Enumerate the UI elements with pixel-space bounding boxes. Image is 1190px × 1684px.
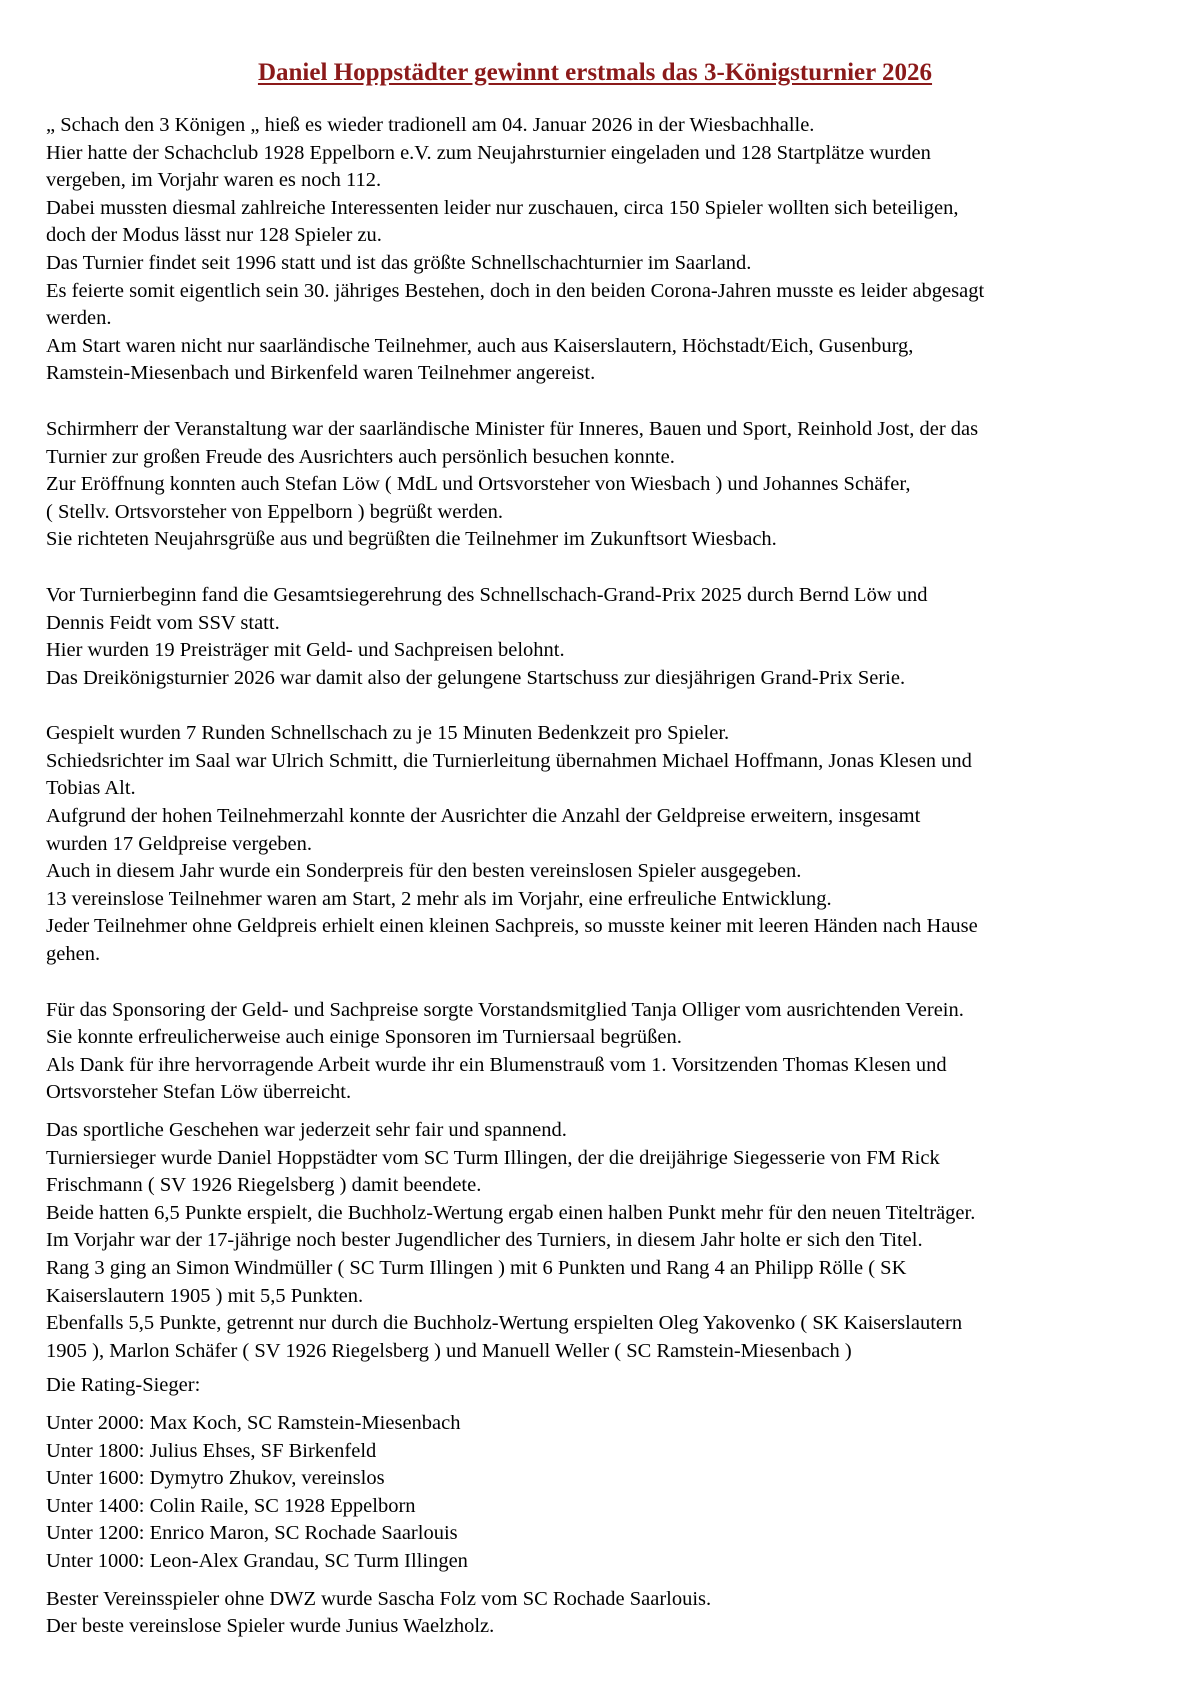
paragraph-sponsoring — [46, 997, 1156, 1107]
paragraph-results — [46, 1117, 1156, 1365]
text-line: Unter 2000: Max Koch, SC Ramstein-Miesenbach — [46, 1411, 461, 1434]
text-line: Unter 1400: Colin Raile, SC 1928 Eppelborn — [46, 1494, 416, 1517]
text-line: Der beste vereinslose Spieler wurde Junius Waelzholz. — [46, 1615, 495, 1638]
text-line: Beide hatten 6,5 Punkte erspielt, die Buchholz-Wertung ergab einen halben Punkt mehr für den neuen Titelträger. — [46, 1201, 976, 1224]
text-line: Sie richteten Neujahrsgrüße aus und begrüßten die Teilnehmer im Zukunftsort Wiesbach. — [46, 528, 777, 551]
text-line: Ramstein-Miesenbach und Birkenfeld waren Teilnehmer angereist. — [46, 362, 596, 385]
text-line: Auch in diesem Jahr wurde ein Sonderpreis für den besten vereinslosen Spieler ausgegeben. — [46, 860, 802, 883]
paragraph-rules — [46, 720, 1156, 968]
text-line: gehen. — [46, 943, 101, 966]
text-line: doch der Modus lässt nur 128 Spieler zu. — [46, 224, 382, 247]
text-line: Am Start waren nicht nur saarländische Teilnehmer, auch aus Kaiserslautern, Höchstadt/Eich, Gusenburg, — [46, 334, 914, 357]
paragraph-grand-prix — [46, 582, 1156, 692]
text-line: Kaiserslautern 1905 ) mit 5,5 Punkten. — [46, 1284, 364, 1307]
text-line: Ortsvorsteher Stefan Löw überreicht. — [46, 1081, 352, 1104]
text-line: Unter 1800: Julius Ehses, SF Birkenfeld — [46, 1439, 377, 1462]
paragraph-patron — [46, 416, 1156, 554]
text-line: Hier hatte der Schachclub 1928 Eppelborn e.V. zum Neujahrsturnier eingeladen und 128 Startplätze wurden — [46, 141, 931, 164]
text-line: Die Rating-Sieger: — [46, 1374, 201, 1397]
paragraph-spacer — [46, 1400, 1156, 1410]
text-line: Für das Sponsoring der Geld- und Sachpreise sorgte Vorstandsmitglied Tanja Olliger vom ausrichtenden Verein. — [46, 998, 964, 1021]
text-line: Im Vorjahr war der 17-jährige noch bester Jugendlicher des Turniers, in diesem Jahr holte er sich den Titel. — [46, 1229, 923, 1252]
text-line: Als Dank für ihre hervorragende Arbeit wurde ihr ein Blumenstrauß vom 1. Vorsitzenden Thomas Klesen und — [46, 1053, 947, 1076]
paragraph-spacer — [46, 692, 1156, 720]
paragraph-spacer — [46, 1365, 1156, 1372]
article-body — [46, 112, 1156, 1641]
text-line: Hier wurden 19 Preisträger mit Geld- und Sachpreisen belohnt. — [46, 639, 565, 662]
text-line: Frischmann ( SV 1926 Riegelsberg ) damit beendete. — [46, 1174, 482, 1197]
paragraph-special-prizes — [46, 1586, 1156, 1641]
text-line: Unter 1600: Dymytro Zhukov, vereinslos — [46, 1467, 385, 1490]
text-line: Zur Eröffnung konnten auch Stefan Löw ( MdL und Ortsvorsteher von Wiesbach ) und Johannes Schäfer, — [46, 473, 911, 496]
text-line: Dabei mussten diesmal zahlreiche Interessenten leider nur zuschauen, circa 150 Spieler wollten sich beteiligen, — [46, 196, 959, 219]
text-line: Sie konnte erfreulicherweise auch einige Sponsoren im Turniersaal begrüßen. — [46, 1026, 682, 1049]
text-line: Turniersieger wurde Daniel Hoppstädter vom SC Turm Illingen, der die dreijährige Siegesserie von FM Rick — [46, 1146, 940, 1169]
text-line: Aufgrund der hohen Teilnehmerzahl konnte der Ausrichter die Anzahl der Geldpreise erweitern, insgesamt — [46, 805, 921, 828]
paragraph-spacer — [46, 969, 1156, 997]
text-line: Das Dreikönigsturnier 2026 war damit also der gelungene Startschuss zur diesjährigen Grand-Prix Serie. — [46, 666, 906, 689]
text-line: 13 vereinslose Teilnehmer waren am Start, 2 mehr als im Vorjahr, eine erfreuliche Entwicklung. — [46, 887, 832, 910]
text-line: vergeben, im Vorjahr waren es noch 112. — [46, 169, 382, 192]
text-line: Das Turnier findet seit 1996 statt und ist das größte Schnellschachturnier im Saarland. — [46, 251, 752, 274]
text-line: Ebenfalls 5,5 Punkte, getrennt nur durch die Buchholz-Wertung erspielten Oleg Yakovenko ( SK Kaiserslautern — [46, 1312, 963, 1335]
text-line: Jeder Teilnehmer ohne Geldpreis erhielt einen kleinen Sachpreis, so musste keiner mit leeren Händen nach Hause — [46, 915, 978, 938]
page-title: Daniel Hoppstädter gewinnt erstmals das 3-Königsturnier 2026 — [257, 58, 933, 86]
text-line: Turnier zur großen Freude des Ausrichters auch persönlich besuchen konnte. — [46, 445, 675, 468]
text-line: ( Stellv. Ortsvorsteher von Eppelborn ) begrüßt werden. — [46, 500, 503, 523]
paragraph-spacer — [46, 1576, 1156, 1586]
text-line: Das sportliche Geschehen war jederzeit sehr fair und spannend. — [46, 1119, 567, 1141]
text-line: „ Schach den 3 Königen „ hieß es wieder tradionell am 04. Januar 2026 in der Wiesbachhalle. — [46, 114, 815, 136]
paragraph-intro — [46, 112, 1156, 388]
paragraph-spacer — [46, 1107, 1156, 1117]
text-line: Unter 1200: Enrico Maron, SC Rochade Saarlouis — [46, 1522, 458, 1545]
text-line: Es feierte somit eigentlich sein 30. jähriges Bestehen, doch in den beiden Corona-Jahren musste es leider abgesagt — [46, 279, 985, 302]
paragraph-rating-heading — [46, 1372, 1156, 1400]
text-line: wurden 17 Geldpreise vergeben. — [46, 832, 313, 855]
text-line: Dennis Feidt vom SSV statt. — [46, 611, 280, 634]
text-line: Vor Turnierbeginn fand die Gesamtsiegerehrung des Schnellschach-Grand-Prix 2025 durch Bernd Löw und — [46, 583, 928, 606]
text-line: Rang 3 ging an Simon Windmüller ( SC Turm Illingen ) mit 6 Punkten und Rang 4 an Philipp Rölle ( SK — [46, 1256, 907, 1279]
text-line: werden. — [46, 307, 112, 330]
text-line: Tobias Alt. — [46, 777, 136, 800]
paragraph-spacer — [46, 388, 1156, 416]
text-line: Schirmherr der Veranstaltung war der saarländische Minister für Inneres, Bauen und Sport, Reinhold Jost, der das — [46, 417, 979, 440]
paragraph-rating-winners — [46, 1410, 1156, 1576]
text-line: Bester Vereinsspieler ohne DWZ wurde Sascha Folz vom SC Rochade Saarlouis. — [46, 1587, 712, 1610]
text-line: Gespielt wurden 7 Runden Schnellschach zu je 15 Minuten Bedenkzeit pro Spieler. — [46, 722, 730, 745]
text-line: 1905 ), Marlon Schäfer ( SV 1926 Riegelsberg ) und Manuell Weller ( SC Ramstein-Miesenbach ) — [46, 1339, 852, 1362]
text-line: Unter 1000: Leon-Alex Grandau, SC Turm Illingen — [46, 1549, 468, 1572]
text-line: Schiedsrichter im Saal war Ulrich Schmitt, die Turnierleitung übernahmen Michael Hoffmann, Jonas Klesen und — [46, 749, 972, 772]
paragraph-spacer — [46, 554, 1156, 582]
